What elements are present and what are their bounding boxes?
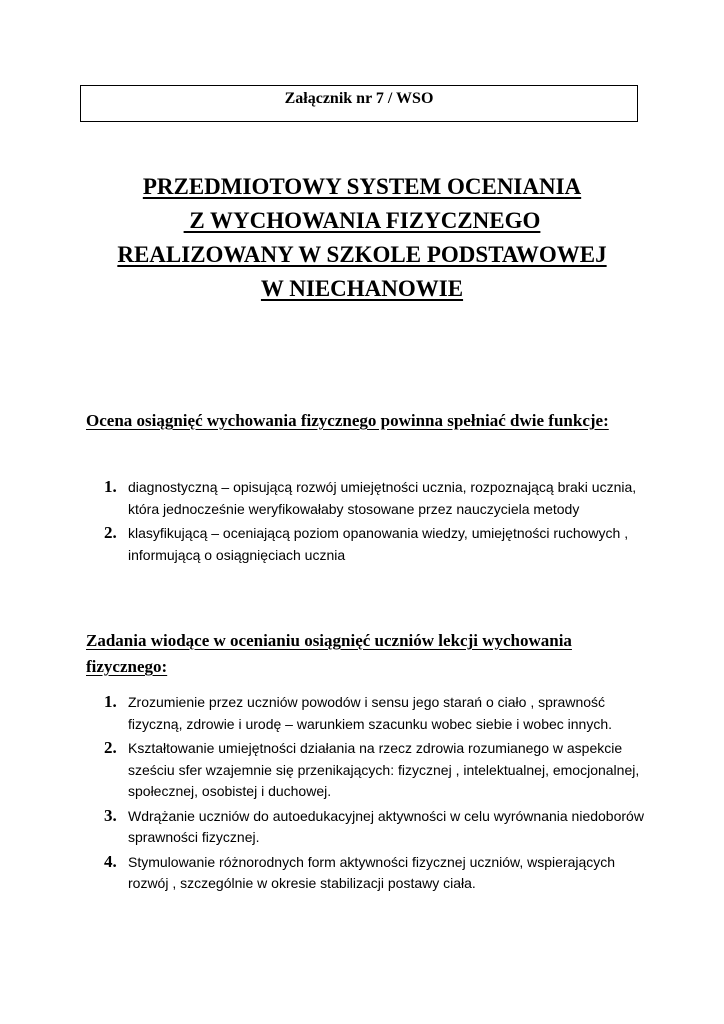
section-heading-assessment-functions: Ocena osiągnięć wychowania fizycznego powinna spełniać dwie funkcje: <box>86 411 609 430</box>
list-item <box>104 852 644 895</box>
list-item-number: 1. <box>104 477 117 496</box>
document-title <box>60 170 664 306</box>
title-line-1: PRZEDMIOTOWY SYSTEM OCENIANIA <box>142 174 582 199</box>
title-line-3: REALIZOWANY W SZKOLE PODSTAWOWEJ <box>117 242 607 267</box>
list-item-text: Zrozumienie przez uczniów powodów i sensu jego starań o ciało , sprawność fizyczną, zdrowie i urodę – warunkiem szacunku wobec siebie i wobec innych. <box>128 694 613 732</box>
list-item <box>104 523 644 566</box>
list-item-text: Kształtowanie umiejętności działania na rzecz zdrowia rozumianego w aspekcie sześciu sfer wzajemnie się przenikających: fizycznej , intelektualnej, emocjonalnej, społecznej, osobistej i duchowej. <box>128 740 640 799</box>
list-item <box>104 477 644 520</box>
title-line-4: W NIECHANOWIE <box>260 276 464 301</box>
list-item-text: diagnostyczną – opisującą rozwój umiejętności ucznia, rozpoznającą braki ucznia, która jednocześnie weryfikowałaby stosowane przez nauczyciela metody <box>128 479 637 517</box>
list-item-number: 4. <box>104 851 117 871</box>
list-item-number: 2. <box>104 523 117 542</box>
list-item <box>104 806 644 849</box>
list-item <box>104 738 644 803</box>
section-heading-leading-tasks: Zadania wiodące w ocenianiu osiągnięć uczniów lekcji wychowania fizycznego: <box>86 631 572 676</box>
leading-tasks-list <box>104 692 644 898</box>
list-item-text: klasyfikującą – oceniającą poziom opanowania wiedzy, umiejętności ruchowych , informującą o osiągnięciach ucznia <box>128 525 629 563</box>
list-item-text: Wdrążanie uczniów do autoedukacyjnej aktywności w celu wyrównania niedoborów sprawności fizycznej. <box>128 807 644 845</box>
list-item-number: 1. <box>104 692 117 711</box>
list-item-text: Stymulowanie różnorodnych form aktywności fizycznej uczniów, wspierających rozwój , szczególnie w okresie stabilizacji postawy ciała. <box>128 853 616 891</box>
title-line-2: Z WYCHOWANIA FIZYCZNEGO <box>183 208 541 233</box>
assessment-functions-list <box>104 477 644 569</box>
list-item-number: 3. <box>104 805 117 825</box>
annex-label-box <box>80 85 638 122</box>
annex-label: Załącznik nr 7 / WSO <box>284 90 434 107</box>
list-item <box>104 692 644 735</box>
list-item-number: 2. <box>104 738 117 757</box>
